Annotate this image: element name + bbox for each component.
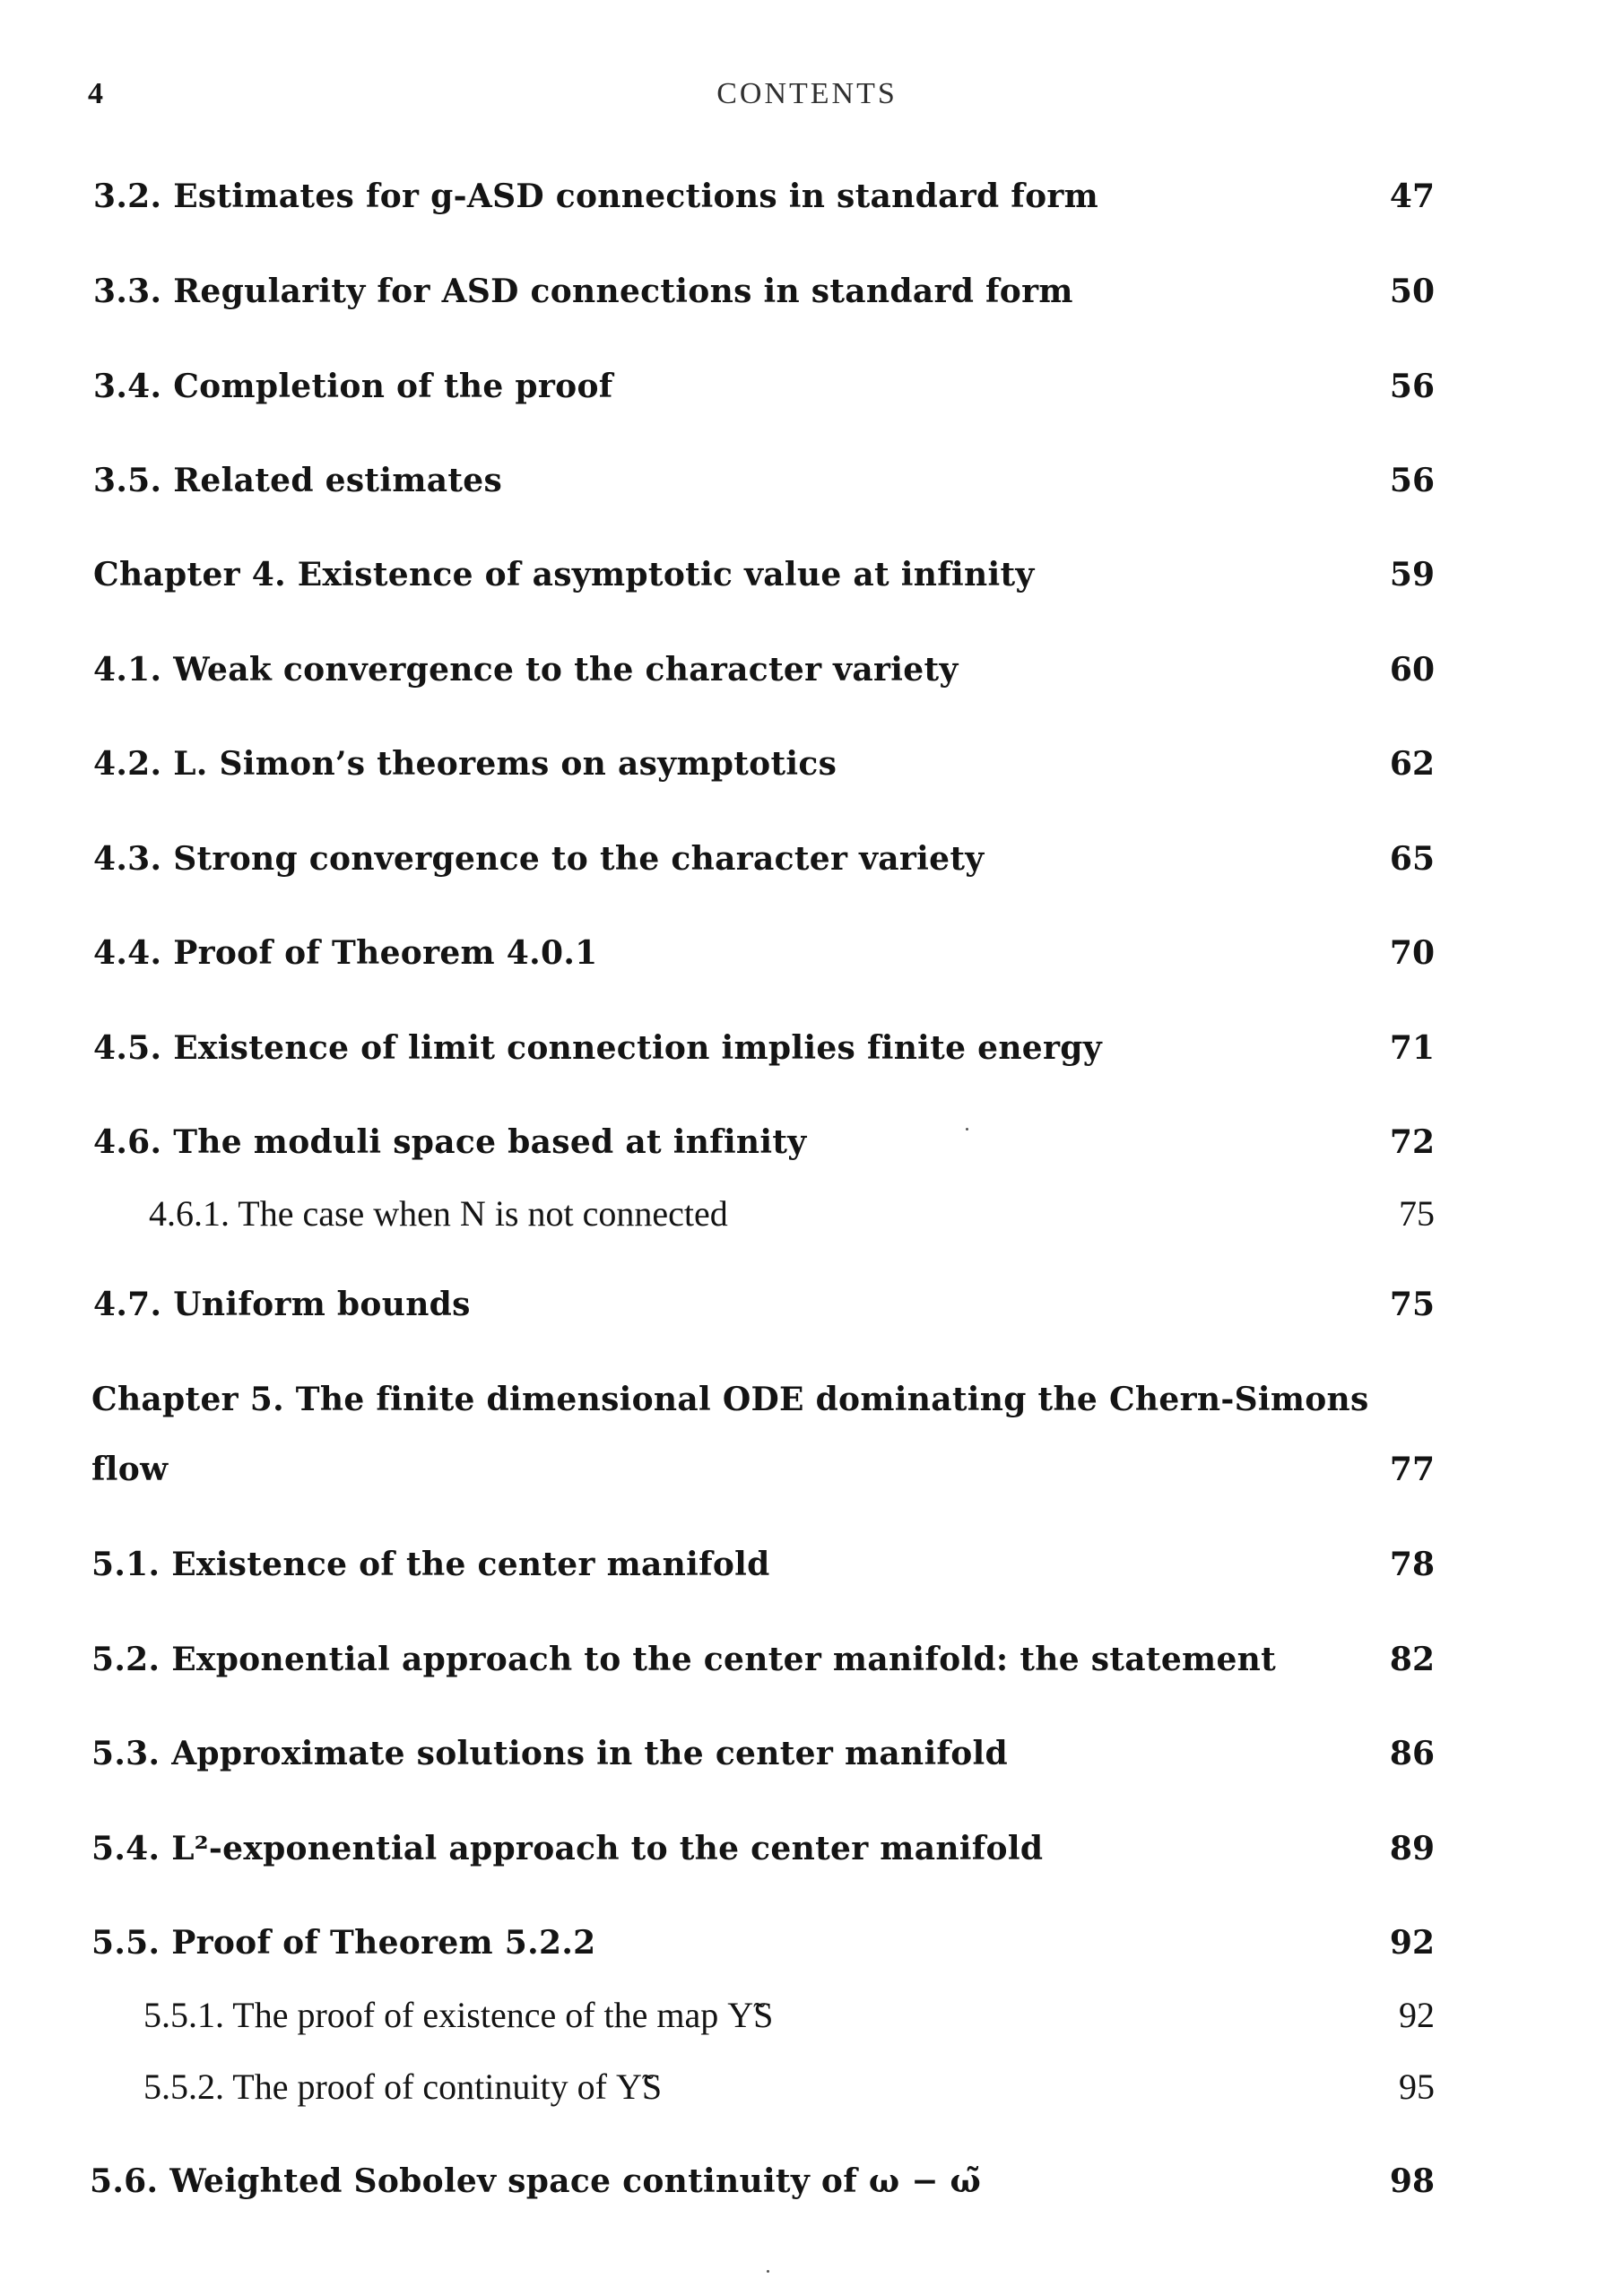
toc-entry-5-1 — [0, 1546, 1614, 1592]
toc-entry-page: 59 — [1389, 556, 1435, 593]
toc-entry-page: 92 — [1399, 1995, 1435, 2035]
toc-entry-page: 60 — [1389, 651, 1435, 689]
page-number: 4 — [88, 77, 103, 110]
toc-entry-5-5 — [0, 1924, 1614, 1971]
toc-entry-label: 5.1. Existence of the center manifold — [91, 1546, 770, 1583]
toc-entry-label: 3.4. Completion of the proof — [93, 368, 613, 405]
toc-entry-page: 71 — [1389, 1029, 1435, 1067]
toc-entry-5-5-1 — [0, 1994, 1614, 2040]
toc-entry-label: flow — [91, 1451, 169, 1488]
toc-entry-page: 75 — [1389, 1286, 1435, 1323]
toc-entry-page: 82 — [1389, 1641, 1435, 1678]
toc-entry-5-6 — [0, 2162, 1614, 2209]
toc-entry-label: 5.5. Proof of Theorem 5.2.2 — [91, 1924, 596, 1962]
toc-entry-page: 98 — [1389, 2162, 1435, 2200]
toc-entry-3-4 — [0, 368, 1614, 414]
toc-entry-5-5-2 — [0, 2066, 1614, 2112]
toc-entry-4-3 — [0, 840, 1614, 887]
toc-entry-label: 5.6. Weighted Sobolev space continuity of ω − ω̃ — [90, 2162, 982, 2200]
toc-entry-page: 56 — [1389, 462, 1435, 499]
toc-entry-label: 5.3. Approximate solutions in the center manifold — [91, 1735, 1008, 1772]
toc-entry-4-2 — [0, 745, 1614, 792]
toc-entry-5-2 — [0, 1641, 1614, 1687]
toc-entry-page: 78 — [1389, 1546, 1435, 1583]
toc-entry-page: 89 — [1389, 1830, 1435, 1867]
toc-entry-page: 92 — [1389, 1924, 1435, 1962]
toc-entry-label: 5.5.1. The proof of existence of the map Υ̃S — [143, 1995, 774, 2035]
page-header — [0, 77, 1614, 122]
toc-entry-page: 62 — [1389, 745, 1435, 783]
toc-entry-page: 77 — [1389, 1451, 1435, 1488]
toc-entry-page: 56 — [1389, 368, 1435, 405]
toc-entry-label: 5.2. Exponential approach to the center manifold: the statement — [91, 1641, 1277, 1678]
toc-entry-label: 5.4. L²-exponential approach to the center manifold — [91, 1830, 1044, 1867]
toc-entry-5-4 — [0, 1830, 1614, 1876]
toc-entry-page: 86 — [1389, 1735, 1435, 1772]
scan-speck — [966, 1128, 968, 1131]
toc-entry-label: 4.4. Proof of Theorem 4.0.1 — [93, 934, 598, 972]
toc-entry-page: 75 — [1399, 1193, 1435, 1234]
toc-entry-3-3 — [0, 273, 1614, 319]
toc-entry-3-2 — [0, 178, 1614, 224]
toc-entry-4-1 — [0, 651, 1614, 697]
toc-entry-label: 4.1. Weak convergence to the character variety — [93, 651, 959, 689]
toc-entry-label: 3.5. Related estimates — [93, 462, 503, 499]
toc-entry-label: 5.5.2. The proof of continuity of Υ̃S — [143, 2066, 663, 2107]
toc-entry-label: 3.2. Estimates for g-ASD connections in standard form — [93, 178, 1099, 215]
toc-entry-page: 50 — [1389, 273, 1435, 310]
toc-entry-4-6-1 — [0, 1192, 1614, 1239]
toc-entry-label: 4.6. The moduli space based at infinity — [93, 1123, 807, 1161]
toc-entry-label: Chapter 4. Existence of asymptotic value at infinity — [93, 556, 1035, 593]
toc-entry-page: 47 — [1389, 178, 1435, 215]
toc-entry-page: 95 — [1399, 2066, 1435, 2107]
toc-entry-label: 3.3. Regularity for ASD connections in standard form — [93, 273, 1073, 310]
toc-entry-5-3 — [0, 1735, 1614, 1781]
toc-entry-3-5 — [0, 462, 1614, 508]
toc-entry-chapter-5-cont — [0, 1451, 1614, 1497]
toc-entry-4-7 — [0, 1286, 1614, 1332]
toc-entry-chapter-4 — [0, 556, 1614, 602]
toc-entry-label: 4.7. Uniform bounds — [93, 1286, 471, 1323]
toc-entry-chapter-5 — [0, 1381, 1614, 1427]
running-head: CONTENTS — [716, 77, 898, 110]
toc-entry-4-6 — [0, 1123, 1614, 1170]
toc-entry-page: 72 — [1389, 1123, 1435, 1161]
toc-entry-label: Chapter 5. The finite dimensional ODE dominating the Chern-Simons — [91, 1381, 1369, 1418]
toc-entry-label: 4.2. L. Simon’s theorems on asymptotics — [93, 745, 837, 783]
toc-entry-label: 4.6.1. The case when N is not connected — [149, 1193, 728, 1234]
toc-entry-4-5 — [0, 1029, 1614, 1076]
toc-entry-label: 4.5. Existence of limit connection implies finite energy — [93, 1029, 1102, 1067]
toc-entry-page: 70 — [1389, 934, 1435, 972]
toc-entry-4-4 — [0, 934, 1614, 981]
toc-entry-page: 65 — [1389, 840, 1435, 878]
toc-entry-label: 4.3. Strong convergence to the character variety — [93, 840, 985, 878]
scan-speck — [767, 2270, 769, 2273]
